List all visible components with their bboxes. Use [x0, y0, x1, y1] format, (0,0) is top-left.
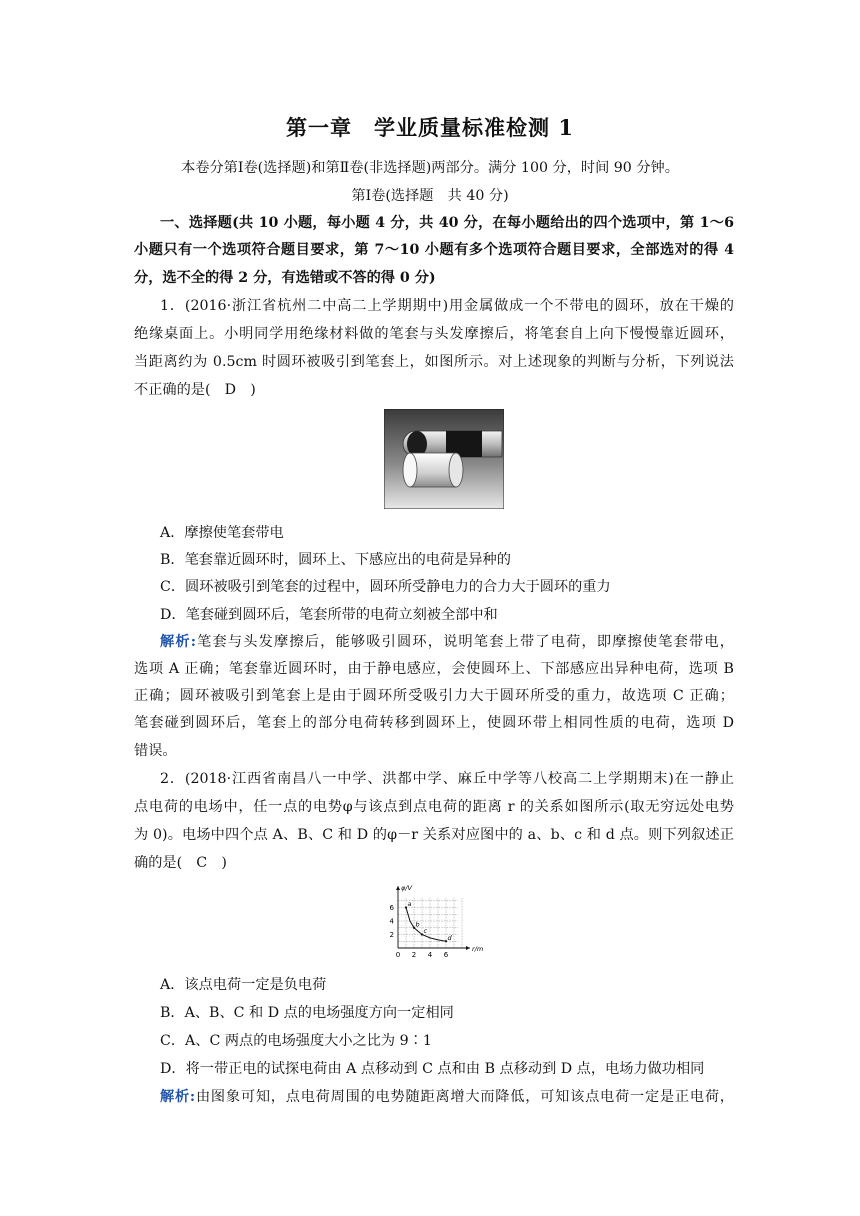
- page-title: 第一章 学业质量标准检测 1: [286, 115, 574, 140]
- y-tick-label: 6: [389, 904, 394, 912]
- x-axis-label: r/m: [472, 945, 484, 953]
- potential-distance-chart: [376, 884, 484, 962]
- point-label-d: d: [447, 933, 452, 942]
- q1-option: D．笔套碰到圆环后，笔套所带的电荷立刻被全部中和: [160, 607, 498, 623]
- point-label-c: c: [423, 927, 428, 935]
- q2-option: C．A、C 两点的电场强度大小之比为 9∶1: [160, 1033, 432, 1049]
- point-label-b: b: [415, 920, 420, 929]
- point-label-a: a: [407, 900, 412, 908]
- x-axis-arrow: [466, 946, 470, 950]
- potential-curve: [406, 908, 446, 942]
- x-tick-label: 0: [395, 951, 401, 959]
- y-axis-arrow: [396, 886, 400, 890]
- y-tick-label: 2: [389, 931, 394, 939]
- section-instructions-line: 分，选不全的得 2 分，有选错或不答的得 0 分): [134, 270, 436, 286]
- section-instructions-line: 小题只有一个选项符合题目要求，第 7～10 小题有多个选项符合题目要求，全部选对的得 4: [134, 242, 734, 258]
- q2-option: D．将一带正电的试探电荷由 A 点移动到 C 点和由 B 点移动到 D 点，电场力做功相同: [160, 1061, 705, 1077]
- q1-stem-line: 1．(2016·浙江省杭州二中高二上学期期中)用金属做成一个不带电的圆环，放在干燥的: [160, 298, 734, 314]
- q2-stem-line: 2．(2018·江西省南昌八一中学、洪都中学、麻丘中学等八校高二上学期期末)在一静止: [160, 771, 734, 787]
- q1-stem-line: 不正确的是( D ): [134, 382, 256, 398]
- q2-stem-line: 确的是( C ): [134, 855, 227, 871]
- q2-analysis-line: 解析:由图象可知，点电荷周围的电势随距离增大而降低，可知该点电荷一定是正电荷，: [160, 1089, 734, 1105]
- x-tick-label: 2: [411, 951, 417, 959]
- q1-analysis-line: 解析:笔套与头发摩擦后，能够吸引圆环，说明笔套上带了电荷，即摩擦使笔套带电，: [160, 634, 734, 650]
- pen-cap-ring-photo: [384, 409, 504, 509]
- q1-analysis-line: 笔套碰到圆环后，笔套上的部分电荷转移到圆环上，使圆环带上相同性质的电荷，选项 D: [134, 715, 734, 731]
- q1-option: C．圆环被吸引到笔套的过程中，圆环所受静电力的合力大于圆环的重力: [160, 579, 611, 595]
- q2-stem-line: 为 0)。电场中四个点 A、B、C 和 D 的φ－r 关系对应图中的 a、b、c 和 d 点。则下列叙述正: [134, 827, 734, 843]
- y-axis-label: φ/V: [401, 884, 412, 892]
- x-tick-label: 6: [443, 951, 449, 959]
- q2-option: A．该点电荷一定是负电荷: [160, 977, 327, 993]
- y-tick-label: 4: [389, 917, 394, 926]
- q2-stem-line: 点电荷的电场中，任一点的电势φ与该点到点电荷的距离 r 的关系如图所示(取无穷远处电势: [134, 799, 734, 815]
- q1-stem-line: 当距离约为 0.5cm 时圆环被吸引到笔套上，如图所示。对上述现象的判断与分析，下列说法: [134, 354, 734, 370]
- analysis-label: 解析:: [160, 1089, 196, 1105]
- q2-option: B．A、B、C 和 D 点的电场强度方向一定相同: [160, 1005, 454, 1021]
- q1-analysis-line: 错误。: [134, 743, 177, 759]
- intro-text: 本卷分第Ⅰ卷(选择题)和第Ⅱ卷(非选择题)两部分。满分 100 分，时间 90 分钟。: [181, 160, 679, 176]
- part-heading: 第Ⅰ卷(选择题 共 40 分): [351, 188, 509, 204]
- q1-analysis-line: 选项 A 正确；笔套靠近圆环时，由于静电感应，会使圆环上、下部感应出异种电荷，选项 B: [134, 661, 734, 677]
- section-instructions-line: 一、选择题(共 10 小题，每小题 4 分，共 40 分，在每小题给出的四个选项中，第 1～6: [160, 215, 734, 231]
- q1-stem-line: 绝缘桌面上。小明同学用绝缘材料做的笔套与头发摩擦后，将笔套自上向下慢慢靠近圆环，: [134, 326, 734, 342]
- q1-analysis-line: 正确；圆环被吸引到笔套上是由于圆环所受吸引力大于圆环所受的重力，故选项 C 正确；: [134, 688, 734, 704]
- x-tick-label: 4: [427, 951, 433, 959]
- q1-option: B．笔套靠近圆环时，圆环上、下感应出的电荷是异种的: [160, 552, 511, 568]
- q1-option: A．摩擦使笔套带电: [160, 525, 284, 541]
- analysis-label: 解析:: [160, 634, 196, 650]
